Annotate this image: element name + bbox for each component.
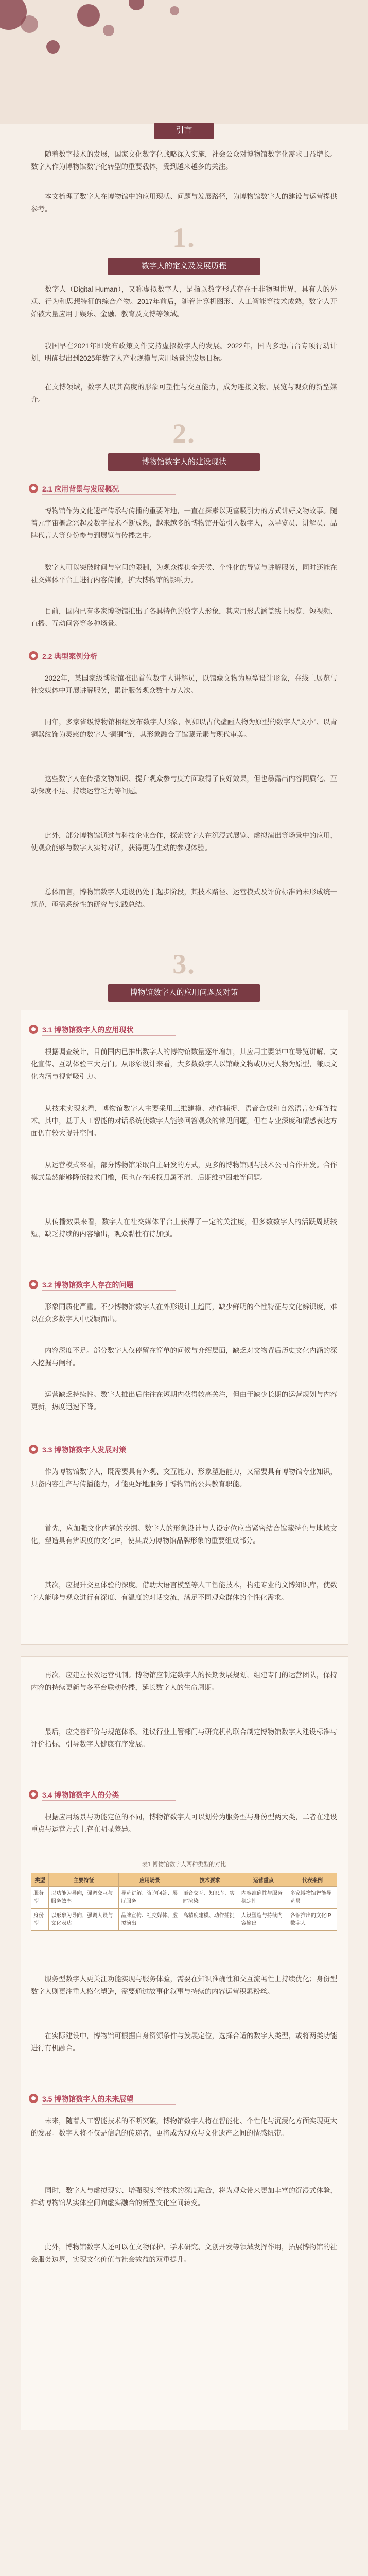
- bullet-icon: [29, 1790, 38, 1799]
- table-cell: 导览讲解、咨询问答、展厅服务: [119, 1887, 181, 1909]
- comparison-table: [31, 1873, 337, 1931]
- table-cell: 高精度建模、动作捕捉: [181, 1909, 239, 1931]
- table-cell: 服务型: [31, 1887, 49, 1909]
- intro-paragraph: 随着数字技术的发展，国家文化数字化战略深入实施，社会公众对博物馆数字化需求日益增长。数字人作为博物馆数字化转型的重要载体，受到越来越多的关注。: [31, 150, 337, 171]
- paragraph: 博物馆作为文化遗产传承与传播的重要阵地，一直在探索以更富吸引力的方式讲好文物故事。随着元宇宙概念兴起及数字技术不断成熟，越来越多的博物馆开始引入数字人，以导览员、讲解员、品牌代言人等身份参与到展览与传播之中。: [31, 507, 337, 539]
- paragraph: 这些数字人在传播文物知识、提升观众参与度方面取得了良好效果，但也暴露出内容同质化、互动深度不足、持续运营乏力等问题。: [31, 775, 337, 795]
- paragraph: 根据调查统计，目前国内已推出数字人的博物馆数量逐年增加，其应用主要集中在导览讲解、文化宣传、互动体验三大方向。从形象设计来看，大多数数字人以馆藏文物或历史人物为原型，兼顾文化内涵与视觉吸引力。: [31, 1048, 337, 1080]
- paragraph: 此外，博物馆数字人还可以在文物保护、学术研究、文创开发等领域发挥作用，拓展博物馆的社会服务边界，实现文化价值与社会效益的双重提升。: [31, 2243, 337, 2263]
- intro-paragraph: 本文梳理了数字人在博物馆中的应用现状、问题与发展路径，为博物馆数字人的建设与运营提供参考。: [31, 193, 337, 213]
- table-cell: 内容准确性与服务稳定性: [239, 1887, 288, 1909]
- paragraph: 数字人可以突破时间与空间的限制，为观众提供全天候、个性化的导览与讲解服务，同时还能在社交媒体平台上进行内容传播，扩大博物馆的影响力。: [31, 564, 337, 584]
- table-row: [31, 1887, 337, 1909]
- decor-blob: [170, 6, 179, 15]
- paragraph: 首先，应加强文化内涵的挖掘。数字人的形象设计与人设定位应当紧密结合馆藏特色与地域文化，塑造具有辨识度的文化IP，使其成为博物馆品牌形象的重要组成部分。: [31, 1524, 337, 1545]
- table-row: [31, 1909, 337, 1931]
- section-title: 数字人的定义及发展历程: [108, 258, 260, 275]
- paragraph: 最后，应完善评价与规范体系。建议行业主管部门与研究机构联合制定博物馆数字人建设标准与评价指标，引导数字人健康有序发展。: [31, 1728, 337, 1748]
- section-number: 2.: [172, 418, 196, 449]
- subsection-label: 2.2 典型案例分析: [42, 652, 98, 660]
- subsection-heading: [29, 482, 338, 495]
- table-cell: 语音交互、知识库、实时渲染: [181, 1887, 239, 1909]
- paragraph: 2022年，某国家级博物馆推出首位数字人讲解员，以馆藏文物为原型设计形象，在线上展览与社交媒体中开展讲解服务，累计服务观众数十万人次。: [31, 674, 337, 694]
- paragraph: 同年，多家省级博物馆相继发布数字人形象，例如以古代壁画人物为原型的数字人“文小”、以青铜器纹饰为灵感的数字人“铜铜”等，其形象融合了馆藏元素与现代审美。: [31, 718, 337, 738]
- subsection-label: 3.1 博物馆数字人的应用现状: [42, 1026, 134, 1034]
- divider: [42, 1035, 176, 1036]
- paragraph: 目前，国内已有多家博物馆推出了各具特色的数字人形象，其应用形式涵盖线上展览、短视频、直播、互动问答等多种场景。: [31, 607, 337, 628]
- paragraph: 形象同质化严重。不少博物馆数字人在外形设计上趋同，缺少鲜明的个性特征与文化辨识度，难以在众多数字人中脱颖而出。: [31, 1303, 337, 1323]
- bullet-icon: [29, 651, 38, 660]
- intro-title: 引言: [154, 123, 214, 139]
- subsection-label: 3.3 博物馆数字人发展对策: [42, 1446, 127, 1454]
- subsection-heading: [29, 649, 338, 663]
- paragraph: 总体而言，博物馆数字人建设仍处于起步阶段，其技术路径、运营模式及评价标准尚未形成统一规范，亟需系统性的研究与实践总结。: [31, 888, 337, 908]
- table-header-cell: 应用场景: [119, 1873, 181, 1887]
- table-header-cell: 运营重点: [239, 1873, 288, 1887]
- paragraph: 未来，随着人工智能技术的不断突破，博物馆数字人将在智能化、个性化与沉浸化方面实现更大的发展。数字人将不仅是信息的传递者，更将成为观众与文化遗产之间的情感纽带。: [31, 2117, 337, 2137]
- paragraph: 从传播效果来看，数字人在社交媒体平台上获得了一定的关注度，但多数数字人的活跃周期较短，缺乏持续的内容输出，观众黏性有待加强。: [31, 1218, 337, 1238]
- table-header-cell: 代表案例: [288, 1873, 337, 1887]
- table-cell: 各馆推出的文化IP数字人: [288, 1909, 337, 1931]
- paragraph: 再次，应建立长效运营机制。博物馆应制定数字人的长期发展规划，组建专门的运营团队，保持内容的持续更新与多平台联动传播，延长数字人的生命周期。: [31, 1671, 337, 1691]
- paragraph: 内容深度不足。部分数字人仅停留在简单的问候与介绍层面，缺乏对文物背后历史文化内涵的深入挖掘与阐释。: [31, 1347, 337, 1367]
- bullet-icon: [29, 1025, 38, 1034]
- paragraph: 运营缺乏持续性。数字人推出后往往在短期内获得较高关注，但由于缺少长期的运营规划与内容更新，热度迅速下降。: [31, 1391, 337, 1411]
- table-cell: 人设塑造与持续内容输出: [239, 1909, 288, 1931]
- bullet-icon: [29, 1445, 38, 1454]
- header-band: [0, 0, 368, 124]
- divider: [42, 1800, 176, 1801]
- paragraph: 我国早在2021年即发布政策文件支持虚拟数字人的发展。2022年，国内多地出台专项行动计划，明确提出到2025年数字人产业规模与应用场景的发展目标。: [31, 342, 337, 362]
- subsection-heading: [29, 1788, 338, 1801]
- paragraph: 从技术实现来看，博物馆数字人主要采用三维建模、动作捕捉、语音合成和自然语言处理等技术。其中，基于人工智能的对话系统使数字人能够回答观众的常见问题，但在专业深度和情感表达方面仍有较大提升空间。: [31, 1105, 337, 1137]
- decor-blob: [77, 4, 100, 27]
- divider: [42, 494, 176, 495]
- divider: [42, 1290, 176, 1291]
- paragraph: 数字人（Digital Human），又称虚拟数字人，是指以数字形式存在于非物理世界，具有人的外观、行为和思想特征的综合产物。2017年前后，随着计算机图形、人工智能等技术成熟，数字人开始被大量应用于娱乐、金融、教育及文博等领域。: [31, 285, 337, 318]
- paragraph: 此外，部分博物馆通过与科技企业合作，探索数字人在沉浸式展览、虚拟演出等场景中的应用，使观众能够与数字人实时对话，获得更为生动的参观体验。: [31, 832, 337, 852]
- paragraph: 服务型数字人更关注功能实现与服务体验，需要在知识准确性和交互流畅性上持续优化；身份型数字人则更注重人格化塑造，需要通过故事化叙事与持续的内容运营积累粉丝。: [31, 1975, 337, 1995]
- paragraph: 其次，应提升交互体验的深度。借助大语言模型等人工智能技术，构建专业的文博知识库，使数字人能够与观众进行有深度、有温度的对话交流，满足不同观众群体的个性化需求。: [31, 1581, 337, 1601]
- section-title: 博物馆数字人的建设现状: [108, 453, 260, 471]
- paragraph: 根据应用场景与功能定位的不同，博物馆数字人可以划分为服务型与身份型两大类，二者在建设重点与运营方式上存在明显差异。: [31, 1813, 337, 1833]
- paragraph: 作为博物馆数字人，既需要具有外观、交互能力、形象塑造能力，又需要具有博物馆专业知识，具备内容生产与传播能力，才能更好地服务于博物馆的公共教育职能。: [31, 1468, 337, 1488]
- subsection-label: 3.5 博物馆数字人的未来展望: [42, 2095, 134, 2103]
- table-cell: 身份型: [31, 1909, 49, 1931]
- subsection-label: 3.2 博物馆数字人存在的问题: [42, 1281, 134, 1289]
- table-cell: 以形象为导向，强调人设与文化表达: [49, 1909, 119, 1931]
- paragraph: 同时，数字人与虚拟现实、增强现实等技术的深度融合，将为观众带来更加丰富的沉浸式体验，推动博物馆从实体空间向虚实融合的新型文化空间转变。: [31, 2187, 337, 2207]
- subsection-heading: [29, 1443, 338, 1456]
- table-caption: 表1 博物馆数字人两种类型的对比: [142, 1861, 226, 1868]
- subsection-label: 2.1 应用背景与发展概况: [42, 485, 119, 493]
- bullet-icon: [29, 484, 38, 493]
- bullet-icon: [29, 2094, 38, 2103]
- section-number: 1.: [172, 222, 196, 253]
- table-header-cell: 主要特征: [49, 1873, 119, 1887]
- table-cell: 以功能为导向，强调交互与服务效率: [49, 1887, 119, 1909]
- decor-blob: [46, 40, 60, 54]
- subsection-heading: [29, 2092, 338, 2105]
- paragraph: 从运营模式来看，部分博物馆采取自主研发的方式，更多的博物馆则与技术公司合作开发。合作模式虽然能够降低技术门槛，但也存在版权归属不清、后期维护困难等问题。: [31, 1161, 337, 1181]
- subsection-heading: [29, 1278, 338, 1291]
- divider: [42, 2104, 176, 2105]
- subsection-label: 3.4 博物馆数字人的分类: [42, 1791, 119, 1799]
- table-header-cell: 技术要求: [181, 1873, 239, 1887]
- decor-blob: [103, 25, 114, 36]
- section-number: 3.: [172, 948, 196, 979]
- section-title: 博物馆数字人的应用问题及对策: [108, 984, 260, 1002]
- table-cell: 品牌宣传、社交媒体、虚拟演出: [119, 1909, 181, 1931]
- bullet-icon: [29, 1280, 38, 1289]
- table-header-row: [31, 1873, 337, 1887]
- paragraph: 在实际建设中，博物馆可根据自身资源条件与发展定位，选择合适的数字人类型，或将两类功能进行有机融合。: [31, 2032, 337, 2052]
- table-cell: 多家博物馆智能导览员: [288, 1887, 337, 1909]
- paragraph: 在文博领域，数字人以其高度的形象可塑性与交互能力，成为连接文物、展览与观众的新型媒介。: [31, 383, 337, 403]
- subsection-heading: [29, 1023, 338, 1036]
- table-header-cell: 类型: [31, 1873, 49, 1887]
- decor-blob: [21, 15, 38, 33]
